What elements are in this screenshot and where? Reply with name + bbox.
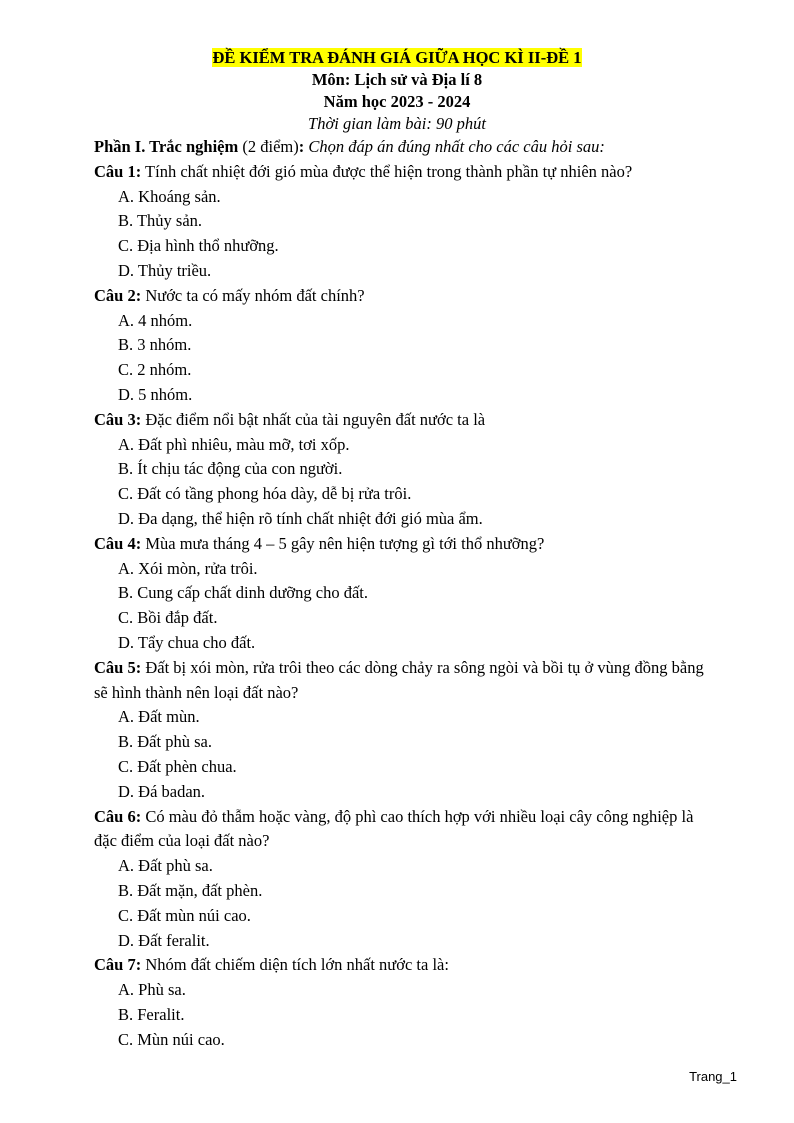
question-body: Có màu đỏ thẫm hoặc vàng, độ phì cao thích hợp với nhiều loại cây công nghiệp là đặc điểm của loại đất nào?: [94, 806, 694, 851]
option-d: D. Thủy triều.: [118, 260, 212, 280]
question-label: Câu 6:: [94, 806, 142, 826]
question-label: Câu 4:: [94, 533, 142, 553]
question-3: [94, 408, 714, 532]
question-label: Câu 2:: [94, 285, 142, 305]
option-d: D. Tẩy chua cho đất.: [118, 632, 256, 652]
question-label: Câu 7:: [94, 955, 142, 975]
option-b: B. Đất mặn, đất phèn.: [118, 880, 263, 900]
question-body: Nhóm đất chiếm diện tích lớn nhất nước ta là:: [141, 955, 449, 975]
part-points: (2 điểm): [238, 137, 299, 156]
question-label: Câu 5:: [94, 657, 142, 677]
question-text: [94, 953, 714, 978]
option-d: D. Đá badan.: [118, 781, 206, 801]
option-b: B. 3 nhóm.: [118, 335, 192, 355]
exam-time: Thời gian làm bài: 90 phút: [308, 114, 486, 133]
question-4: [94, 532, 714, 656]
part-colon: :: [298, 137, 309, 156]
exam-year: Năm học 2023 - 2024: [323, 92, 471, 111]
question-text: [94, 284, 714, 309]
option-a: A. Xói mòn, rửa trôi.: [118, 558, 258, 578]
option-d: D. Đa dạng, thể hiện rõ tính chất nhiệt đới gió mùa ẩm.: [118, 508, 483, 528]
question-body: Đất bị xói mòn, rửa trôi theo các dòng chảy ra sông ngòi và bồi tụ ở vùng đồng bằng sẽ hình thành nên loại đất nào?: [94, 657, 704, 702]
question-1: [94, 160, 714, 284]
option-d: D. 5 nhóm.: [118, 384, 193, 404]
option-a: A. Đất phù sa.: [118, 856, 213, 876]
option-c: C. Đất phèn chua.: [118, 756, 237, 776]
question-body: Tính chất nhiệt đới gió mùa được thể hiện trong thành phần tự nhiên nào?: [141, 161, 633, 181]
option-c: C. Đất có tầng phong hóa dày, dễ bị rửa trôi.: [118, 484, 412, 504]
question-text: [94, 408, 714, 433]
option-b: B. Ít chịu tác động của con người.: [118, 459, 343, 479]
part-instruction: Chọn đáp án đúng nhất cho các câu hỏi sau:: [308, 137, 605, 156]
page-number: Trang_1: [689, 1069, 737, 1084]
exam-subject: Môn: Lịch sử và Địa lí 8: [311, 70, 483, 89]
part-label: Phần I. Trắc nghiệm: [94, 137, 239, 156]
exam-header: [0, 47, 794, 135]
option-a: A. Phù sa.: [118, 980, 186, 1000]
exam-content: [94, 135, 714, 1052]
question-label: Câu 3:: [94, 409, 142, 429]
question-text: [94, 160, 714, 185]
option-c: C. Địa hình thổ nhưỡng.: [118, 236, 279, 256]
question-body: Mùa mưa tháng 4 – 5 gây nên hiện tượng gì tới thổ nhưỡng?: [141, 533, 545, 553]
question-text: [94, 805, 714, 855]
option-a: A. Đất phì nhiêu, màu mỡ, tơi xốp.: [118, 434, 350, 454]
option-a: A. 4 nhóm.: [118, 310, 193, 330]
option-c: C. Bồi đắp đất.: [118, 608, 218, 628]
question-text: [94, 532, 714, 557]
option-c: C. Đất mùn núi cao.: [118, 905, 251, 925]
option-b: B. Cung cấp chất dinh dưỡng cho đất.: [118, 583, 368, 603]
question-7: [94, 953, 714, 1052]
question-body: Đặc điểm nổi bật nhất của tài nguyên đất nước ta là: [141, 409, 486, 429]
option-a: A. Đất mùn.: [118, 707, 200, 727]
question-5: [94, 656, 714, 805]
exam-title: [0, 47, 794, 69]
option-c: C. Mùn núi cao.: [118, 1029, 225, 1049]
option-a: A. Khoáng sản.: [118, 186, 221, 206]
option-d: D. Đất feralit.: [118, 930, 210, 950]
question-body: Nước ta có mấy nhóm đất chính?: [141, 285, 365, 305]
part-heading: [94, 135, 714, 160]
question-text: [94, 656, 714, 706]
question-6: [94, 805, 714, 954]
option-b: B. Feralit.: [118, 1004, 185, 1024]
exam-title-text: ĐỀ KIỂM TRA ĐÁNH GIÁ GIỮA HỌC KÌ II-ĐỀ 1: [212, 48, 582, 67]
question-label: Câu 1:: [94, 161, 142, 181]
option-c: C. 2 nhóm.: [118, 360, 192, 380]
option-b: B. Đất phù sa.: [118, 732, 212, 752]
option-b: B. Thủy sản.: [118, 211, 203, 231]
question-2: [94, 284, 714, 408]
